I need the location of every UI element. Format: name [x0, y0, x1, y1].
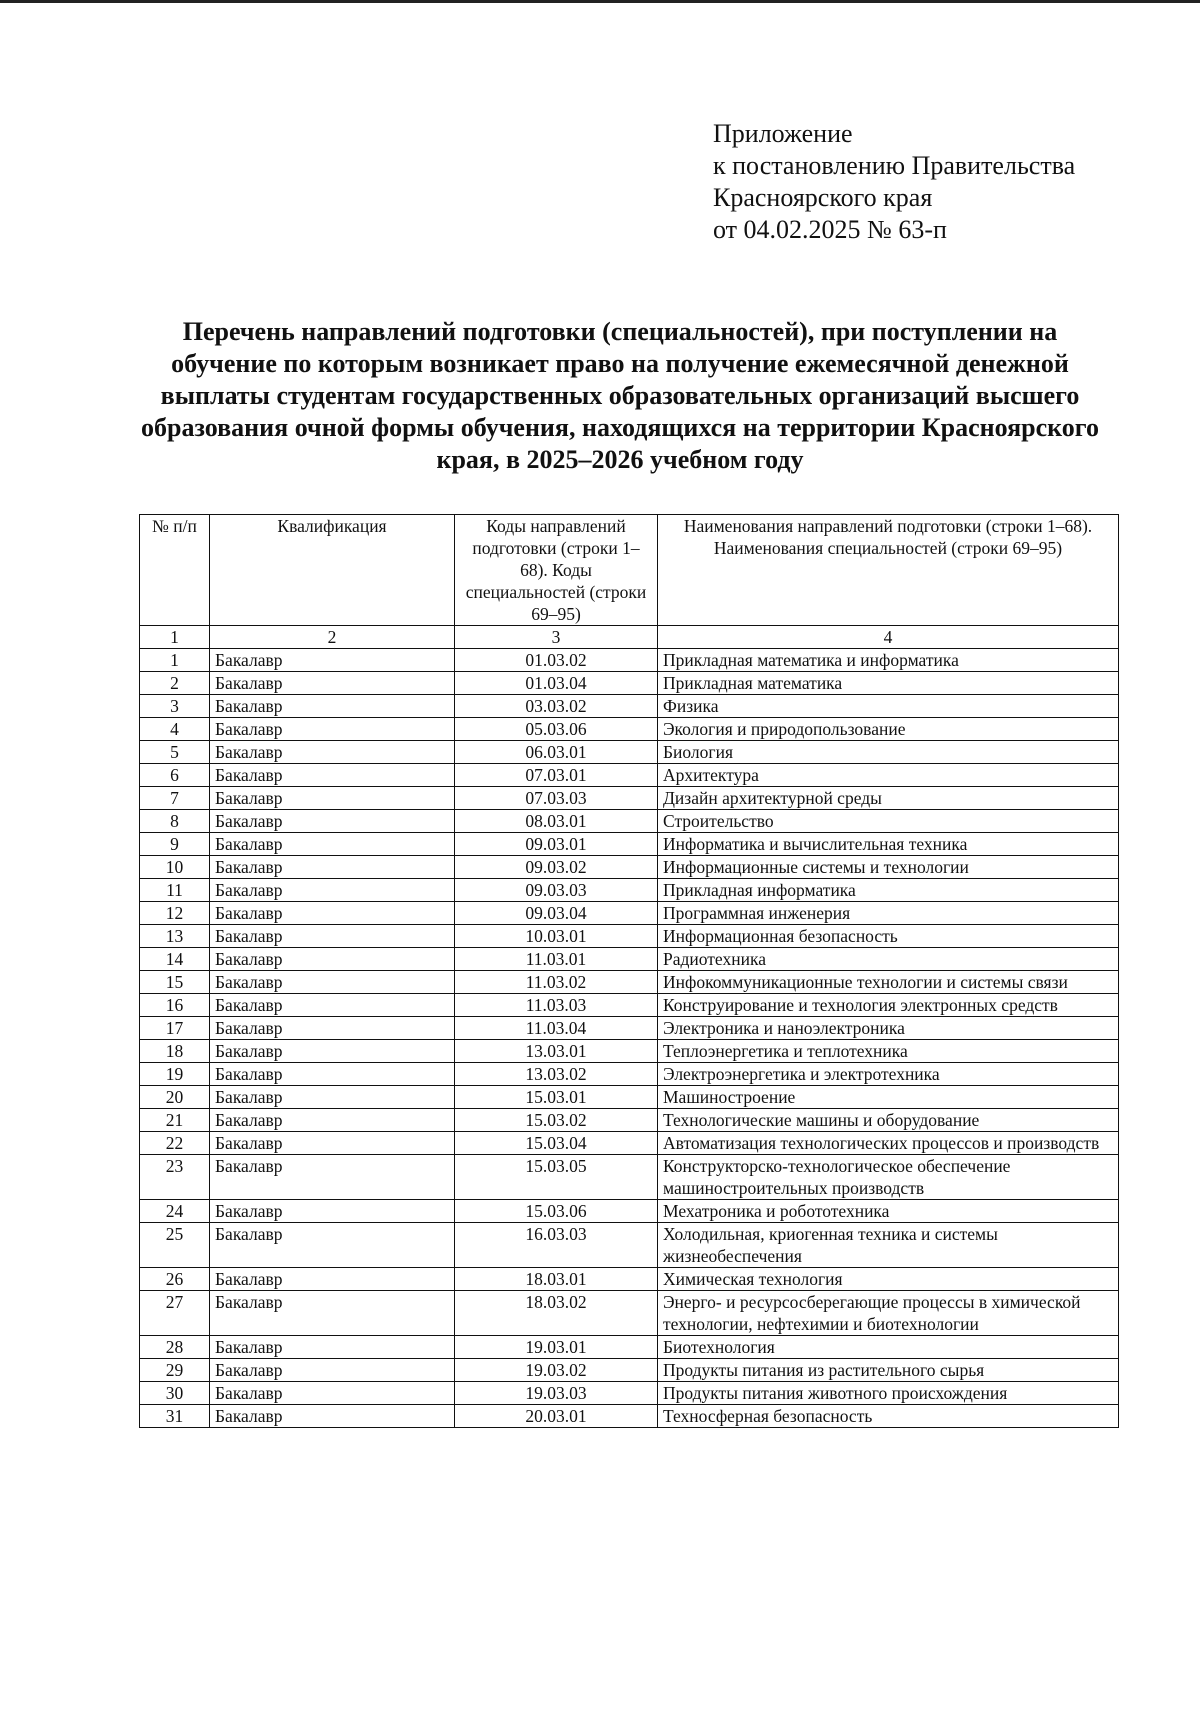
- row-qualification: Бакалавр: [210, 925, 455, 948]
- row-qualification: Бакалавр: [210, 971, 455, 994]
- row-number: 25: [140, 1223, 210, 1268]
- row-code: 15.03.02: [455, 1109, 658, 1132]
- row-number: 2: [140, 672, 210, 695]
- row-qualification: Бакалавр: [210, 672, 455, 695]
- column-number: 4: [658, 626, 1119, 649]
- table-row: [140, 1405, 1119, 1428]
- row-name: Биология: [658, 741, 1119, 764]
- row-qualification: Бакалавр: [210, 695, 455, 718]
- row-name: Продукты питания животного происхождения: [658, 1382, 1119, 1405]
- row-qualification: Бакалавр: [210, 1017, 455, 1040]
- header-names: Наименования направлений подготовки (строки 1–68). Наименования специальностей (строки 69–95): [658, 515, 1119, 626]
- row-qualification: Бакалавр: [210, 1223, 455, 1268]
- row-name: Информационные системы и технологии: [658, 856, 1119, 879]
- row-number: 3: [140, 695, 210, 718]
- header-qualification: Квалификация: [210, 515, 455, 626]
- row-name: Информационная безопасность: [658, 925, 1119, 948]
- table-row: [140, 994, 1119, 1017]
- row-number: 13: [140, 925, 210, 948]
- row-qualification: Бакалавр: [210, 718, 455, 741]
- row-name: Конструкторско-технологическое обеспечение машиностроительных производств: [658, 1155, 1119, 1200]
- row-name: Программная инженерия: [658, 902, 1119, 925]
- row-code: 11.03.03: [455, 994, 658, 1017]
- table-row: [140, 1268, 1119, 1291]
- row-code: 15.03.01: [455, 1086, 658, 1109]
- row-number: 26: [140, 1268, 210, 1291]
- row-name: Машиностроение: [658, 1086, 1119, 1109]
- row-qualification: Бакалавр: [210, 1132, 455, 1155]
- row-qualification: Бакалавр: [210, 1040, 455, 1063]
- row-number: 21: [140, 1109, 210, 1132]
- table-row: [140, 1086, 1119, 1109]
- table-row: [140, 695, 1119, 718]
- row-name: Теплоэнергетика и теплотехника: [658, 1040, 1119, 1063]
- specialties-table: [139, 514, 1119, 1428]
- appendix-line: Красноярского края: [713, 183, 933, 212]
- table-row: [140, 1017, 1119, 1040]
- row-number: 22: [140, 1132, 210, 1155]
- row-qualification: Бакалавр: [210, 1109, 455, 1132]
- row-qualification: Бакалавр: [210, 833, 455, 856]
- row-number: 17: [140, 1017, 210, 1040]
- row-code: 16.03.03: [455, 1223, 658, 1268]
- row-name: Архитектура: [658, 764, 1119, 787]
- table-row: [140, 1200, 1119, 1223]
- row-number: 5: [140, 741, 210, 764]
- row-name: Строительство: [658, 810, 1119, 833]
- row-number: 7: [140, 787, 210, 810]
- row-number: 9: [140, 833, 210, 856]
- row-qualification: Бакалавр: [210, 1086, 455, 1109]
- row-name: Информатика и вычислительная техника: [658, 833, 1119, 856]
- row-code: 11.03.02: [455, 971, 658, 994]
- table-row: [140, 925, 1119, 948]
- row-code: 11.03.01: [455, 948, 658, 971]
- table-body: [140, 649, 1119, 1428]
- row-code: 15.03.06: [455, 1200, 658, 1223]
- row-code: 08.03.01: [455, 810, 658, 833]
- row-name: Дизайн архитектурной среды: [658, 787, 1119, 810]
- column-number: 2: [210, 626, 455, 649]
- row-code: 09.03.03: [455, 879, 658, 902]
- table-row: [140, 649, 1119, 672]
- row-qualification: Бакалавр: [210, 1200, 455, 1223]
- row-qualification: Бакалавр: [210, 879, 455, 902]
- row-code: 13.03.02: [455, 1063, 658, 1086]
- scan-top-edge: [0, 0, 1200, 3]
- header-number: № п/п: [140, 515, 210, 626]
- column-numbers-row: [140, 626, 1119, 649]
- row-code: 07.03.03: [455, 787, 658, 810]
- row-name: Химическая технология: [658, 1268, 1119, 1291]
- row-number: 14: [140, 948, 210, 971]
- row-code: 09.03.01: [455, 833, 658, 856]
- row-number: 29: [140, 1359, 210, 1382]
- row-name: Техносферная безопасность: [658, 1405, 1119, 1428]
- table-row: [140, 718, 1119, 741]
- row-qualification: Бакалавр: [210, 649, 455, 672]
- row-number: 24: [140, 1200, 210, 1223]
- row-code: 19.03.01: [455, 1336, 658, 1359]
- table-row: [140, 1336, 1119, 1359]
- row-qualification: Бакалавр: [210, 1336, 455, 1359]
- appendix-line: Приложение: [713, 119, 853, 148]
- appendix-line: к постановлению Правительства: [713, 151, 1076, 180]
- row-code: 18.03.02: [455, 1291, 658, 1336]
- row-code: 03.03.02: [455, 695, 658, 718]
- row-code: 09.03.04: [455, 902, 658, 925]
- row-qualification: Бакалавр: [210, 1063, 455, 1086]
- table-row: [140, 971, 1119, 994]
- row-code: 15.03.04: [455, 1132, 658, 1155]
- row-name: Электроэнергетика и электротехника: [658, 1063, 1119, 1086]
- row-qualification: Бакалавр: [210, 1155, 455, 1200]
- row-name: Прикладная математика: [658, 672, 1119, 695]
- table-row: [140, 741, 1119, 764]
- row-number: 27: [140, 1291, 210, 1336]
- row-code: 09.03.02: [455, 856, 658, 879]
- row-name: Радиотехника: [658, 948, 1119, 971]
- row-name: Электроника и наноэлектроника: [658, 1017, 1119, 1040]
- row-number: 16: [140, 994, 210, 1017]
- row-number: 28: [140, 1336, 210, 1359]
- column-number: 3: [455, 626, 658, 649]
- table-row: [140, 787, 1119, 810]
- table-row: [140, 1359, 1119, 1382]
- table-row: [140, 1132, 1119, 1155]
- table-row: [140, 1291, 1119, 1336]
- row-name: Продукты питания из растительного сырья: [658, 1359, 1119, 1382]
- table-row: [140, 1040, 1119, 1063]
- row-qualification: Бакалавр: [210, 810, 455, 833]
- row-number: 31: [140, 1405, 210, 1428]
- row-number: 18: [140, 1040, 210, 1063]
- row-name: Автоматизация технологических процессов и производств: [658, 1132, 1119, 1155]
- row-name: Технологические машины и оборудование: [658, 1109, 1119, 1132]
- row-name: Холодильная, криогенная техника и системы жизнеобеспечения: [658, 1223, 1119, 1268]
- row-number: 8: [140, 810, 210, 833]
- row-name: Конструирование и технология электронных средств: [658, 994, 1119, 1017]
- row-number: 20: [140, 1086, 210, 1109]
- row-name: Экология и природопользование: [658, 718, 1119, 741]
- row-name: Прикладная информатика: [658, 879, 1119, 902]
- header-codes: Коды направлений подготовки (строки 1–68). Коды специальностей (строки 69–95): [455, 515, 658, 626]
- table-row: [140, 1223, 1119, 1268]
- row-number: 19: [140, 1063, 210, 1086]
- row-code: 01.03.04: [455, 672, 658, 695]
- row-code: 13.03.01: [455, 1040, 658, 1063]
- row-name: Мехатроника и робототехника: [658, 1200, 1119, 1223]
- document-title: Перечень направлений подготовки (специальностей), при поступлении на обучение по которым возникает право на получение ежемесячной денежной выплаты студентам государственных образовательных организаций высшего образования очной формы обучения, находящихся на территории Красноярского края, в 2025–2026 учебном году: [141, 317, 1099, 474]
- appendix-line: от 04.02.2025 № 63-п: [713, 215, 947, 244]
- row-code: 19.03.02: [455, 1359, 658, 1382]
- row-qualification: Бакалавр: [210, 856, 455, 879]
- row-code: 11.03.04: [455, 1017, 658, 1040]
- table-row: [140, 879, 1119, 902]
- row-qualification: Бакалавр: [210, 787, 455, 810]
- row-number: 15: [140, 971, 210, 994]
- table-row: [140, 1109, 1119, 1132]
- row-qualification: Бакалавр: [210, 1268, 455, 1291]
- row-qualification: Бакалавр: [210, 948, 455, 971]
- row-name: Физика: [658, 695, 1119, 718]
- row-code: 06.03.01: [455, 741, 658, 764]
- row-qualification: Бакалавр: [210, 1291, 455, 1336]
- row-code: 05.03.06: [455, 718, 658, 741]
- row-qualification: Бакалавр: [210, 1405, 455, 1428]
- row-number: 11: [140, 879, 210, 902]
- table-row: [140, 1155, 1119, 1200]
- row-number: 12: [140, 902, 210, 925]
- row-number: 1: [140, 649, 210, 672]
- row-qualification: Бакалавр: [210, 741, 455, 764]
- row-code: 10.03.01: [455, 925, 658, 948]
- row-qualification: Бакалавр: [210, 902, 455, 925]
- row-name: Биотехнология: [658, 1336, 1119, 1359]
- row-number: 30: [140, 1382, 210, 1405]
- row-code: 18.03.01: [455, 1268, 658, 1291]
- table-row: [140, 902, 1119, 925]
- row-code: 20.03.01: [455, 1405, 658, 1428]
- row-qualification: Бакалавр: [210, 1359, 455, 1382]
- row-name: Энерго- и ресурсосберегающие процессы в химической технологии, нефтехимии и биотехнологии: [658, 1291, 1119, 1336]
- table-row: [140, 810, 1119, 833]
- row-name: Инфокоммуникационные технологии и системы связи: [658, 971, 1119, 994]
- table-row: [140, 1063, 1119, 1086]
- row-code: 15.03.05: [455, 1155, 658, 1200]
- table-header-row: [140, 515, 1119, 626]
- table-row: [140, 764, 1119, 787]
- row-qualification: Бакалавр: [210, 1382, 455, 1405]
- row-number: 10: [140, 856, 210, 879]
- table-row: [140, 1382, 1119, 1405]
- row-qualification: Бакалавр: [210, 764, 455, 787]
- row-qualification: Бакалавр: [210, 994, 455, 1017]
- table-row: [140, 948, 1119, 971]
- appendix-note: [713, 118, 1183, 246]
- row-number: 6: [140, 764, 210, 787]
- row-code: 01.03.02: [455, 649, 658, 672]
- table-row: [140, 856, 1119, 879]
- table-row: [140, 672, 1119, 695]
- column-number: 1: [140, 626, 210, 649]
- row-code: 19.03.03: [455, 1382, 658, 1405]
- row-name: Прикладная математика и информатика: [658, 649, 1119, 672]
- row-code: 07.03.01: [455, 764, 658, 787]
- row-number: 23: [140, 1155, 210, 1200]
- table-row: [140, 833, 1119, 856]
- row-number: 4: [140, 718, 210, 741]
